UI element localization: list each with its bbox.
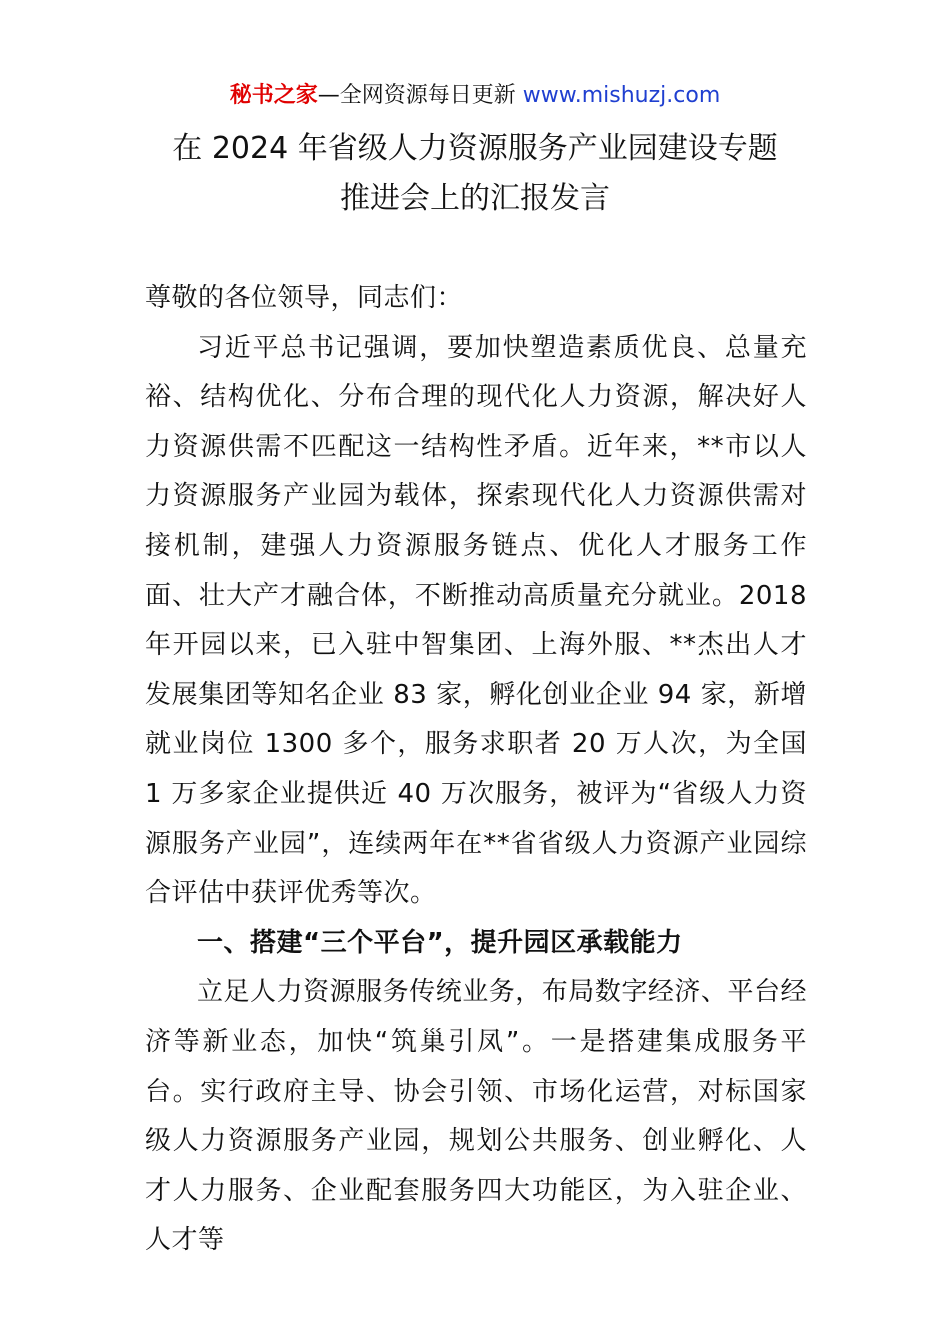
- paragraph-intro: 习近平总书记强调，要加快塑造素质优良、总量充裕、结构优化、分布合理的现代化人力资源，解决好人力资源供需不匹配这一结构性矛盾。近年来，**市以人力资源服务产业园为载体，探索现代化人力资源供需对接机制，建强人力资源服务链点、优化人才服务工作面、壮大产才融合体，不断推动高质量充分就业。2018 年开园以来，已入驻中智集团、上海外服、**杰出人才发展集团等知名企业 83 家，孵化创业企业 94 家，新增就业岗位 1300 多个，服务求职者 20 万人次，为全国 1 万多家企业提供近 40 万次服务，被评为“省级人力资源服务产业园”，连续两年在**省省级人力资源产业园综合评估中获评优秀等次。: [145, 332, 807, 909]
- site-header: [0, 80, 950, 112]
- title-line-2: 推进会上的汇报发言: [340, 181, 610, 216]
- section-heading-1: 一、搭建“三个平台”，提升园区承载能力: [197, 927, 683, 958]
- paragraph-section-1: 立足人力资源服务传统业务，布局数字经济、平台经济等新业态，加快“筑巢引凤”。一是搭建集成服务平台。实行政府主导、协会引领、市场化运营，对标国家级人力资源服务产业园，规划公共服务、创业孵化、人才人力服务、企业配套服务四大功能区，为入驻企业、人才等: [145, 977, 807, 1256]
- title-line-1: 在 2024 年省级人力资源服务产业园建设专题: [172, 131, 778, 166]
- site-url-link[interactable]: www.mishuzj.com: [522, 83, 721, 108]
- brand-name: 秘书之家: [229, 83, 318, 108]
- header-tagline: —全网资源每日更新: [317, 83, 523, 108]
- document-body: [145, 274, 807, 1266]
- salutation: 尊敬的各位领导，同志们：: [145, 283, 464, 313]
- document-title: [0, 124, 950, 224]
